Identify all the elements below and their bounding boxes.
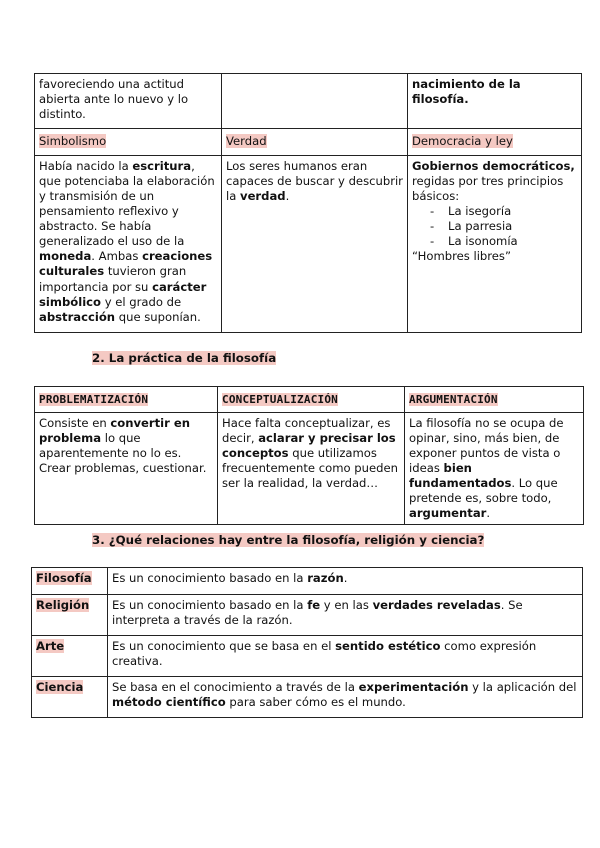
cell-simbolismo: Había nacido la escritura, que potenciaba la elaboración y transmisión de un pensamiento reflexivo y abstracto. Se había generalizado el uso de la moneda. Ambas creaciones culturales tuvieron gran importancia por su carácter simbólico y el grado de abstracción que suponían. <box>35 156 222 333</box>
header-democracia: Democracia y ley <box>408 129 582 156</box>
label-arte: Arte <box>32 636 108 677</box>
label-religion: Religión <box>32 595 108 636</box>
header-conceptualizacion: CONCEPTUALIZACIÓN <box>218 387 405 413</box>
principles-list <box>412 204 577 249</box>
cell-democracia: Gobiernos democráticos, regidas por tres principios básicos: - La isegoría - La parresia - La isonomía “Hombres libres” <box>408 156 582 333</box>
cell-arte: Es un conocimiento que se basa en el sentido estético como expresión creativa. <box>108 636 583 677</box>
cell-argumentacion: La filosofía no se ocupa de opinar, sino, más bien, de exponer puntos de vista o ideas bien fundamentados. Lo que pretende es, sobre todo, argumentar. <box>405 413 584 525</box>
header-verdad: Verdad <box>222 129 408 156</box>
header-problematizacion: PROBLEMATIZACIÓN <box>35 387 218 413</box>
list-item: - La parresia <box>430 219 577 234</box>
list-item: - La isonomía <box>430 234 577 249</box>
header-argumentacion: ARGUMENTACIÓN <box>405 387 584 413</box>
cell-continuation-3: nacimiento de la filosofía. <box>408 74 582 129</box>
label-ciencia: Ciencia <box>32 677 108 718</box>
cell-continuation-1: favoreciendo una actitud abierta ante lo nuevo y lo distinto. <box>35 74 222 129</box>
cell-conceptualizacion: Hace falta conceptualizar, es decir, aclarar y precisar los conceptos que utilizamos frecuentemente como pueden ser la realidad, la verdad… <box>218 413 405 525</box>
philosophy-practice-table <box>34 386 584 525</box>
cell-filosofia: Es un conocimiento basado en la razón. <box>108 568 583 595</box>
free-men-label: “Hombres libres” <box>412 249 511 264</box>
header-simbolismo: Simbolismo <box>35 129 222 156</box>
cell-verdad: Los seres humanos eran capaces de buscar y descubrir la verdad. <box>222 156 408 333</box>
cell-ciencia: Se basa en el conocimiento a través de la experimentación y la aplicación del método científico para saber cómo es el mundo. <box>108 677 583 718</box>
label-filosofia: Filosofía <box>32 568 108 595</box>
greek-conditions-table <box>34 73 582 333</box>
section-3-title: 3. ¿Qué relaciones hay entre la filosofía, religión y ciencia? <box>92 533 485 547</box>
list-item: - La isegoría <box>430 204 577 219</box>
cell-religion: Es un conocimiento basado en la fe y en las verdades reveladas. Se interpreta a través de la razón. <box>108 595 583 636</box>
section-2-title: 2. La práctica de la filosofía <box>92 351 277 365</box>
cell-problematizacion: Consiste en convertir en problema lo que aparentemente no lo es. Crear problemas, cuestionar. <box>35 413 218 525</box>
knowledge-relations-table <box>31 567 583 718</box>
cell-continuation-2 <box>222 74 408 129</box>
